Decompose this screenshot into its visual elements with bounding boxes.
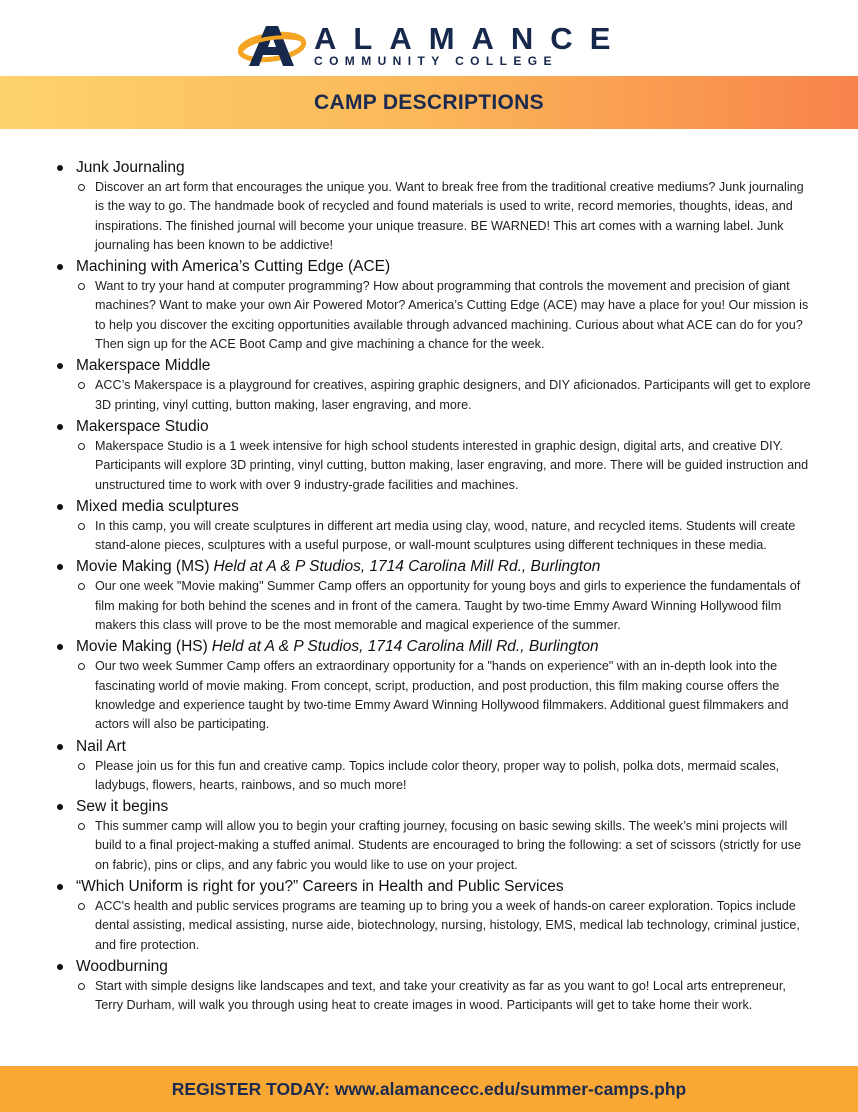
camp-title [76, 415, 858, 437]
camp-list [0, 156, 858, 1016]
camp-title-text: Nail Art [76, 737, 126, 755]
camp-item [0, 555, 858, 635]
camp-title [76, 735, 858, 757]
camp-description: Makerspace Studio is a 1 week intensive for high school students interested in graphic design, digital arts, and creative DIY. Participants will explore 3D printing, vinyl cutting, button making, laser engraving, and more. There will be guided instruction and unstructured time to work with over 9 industry-grade facilities and machines. [95, 437, 814, 495]
page-title: CAMP DESCRIPTIONS [314, 90, 544, 114]
camp-title-text: Junk Journaling [76, 159, 185, 176]
camp-title-text: Sew it begins [76, 798, 169, 816]
camp-description: Please join us for this fun and creative camp. Topics include color theory, proper way to polish, polka dots, mermaid scales, ladybugs, flowers, hearts, rainbows, and so much more! [95, 757, 814, 796]
camp-title-text: Movie Making (HS) [76, 638, 208, 656]
camp-title [76, 635, 858, 657]
camp-title-text: “Which Uniform is right for you?” Careers in Health and Public Services [76, 878, 564, 896]
camp-title-text: Makerspace Studio [76, 417, 209, 435]
college-logo [238, 20, 628, 72]
camp-title [76, 354, 858, 376]
camp-description: Discover an art form that encourages the unique you. Want to break free from the traditional creative mediums? Junk journaling is the way to go. The handmade book of recycled and found materials is used to write, record memories, thoughts, ideas, and inspirations. The finished journal will become your unique treasure. BE WARNED! This art comes with a warning label. Junk journaling has been known to be addictive! [95, 178, 814, 255]
camp-description: In this camp, you will create sculptures in different art media using clay, wood, nature, and recycled items. Students will create stand-alone pieces, sculptures with a useful purpose, or wall-mount sculptures using different techniques in these media. [95, 517, 814, 556]
camp-description: Start with simple designs like landscapes and text, and take your creativity as far as you want to go! Local arts entrepreneur, Terry Durham, will walk you through using heat to create images in wood. Participants will get to take home their work. [95, 977, 814, 1016]
camp-title [76, 955, 858, 977]
camp-title-text: Makerspace Middle [76, 357, 211, 375]
camp-title [76, 875, 858, 897]
camp-description: This summer camp will allow you to begin your crafting journey, focusing on basic sewing skills. The week’s mini projects will build to a final project-making a stuffed animal. Students are encouraged to bring the following: a set of scissors (strictly for use on fabric), pins or clips, and any fabric you would like to use on your project. [95, 817, 814, 875]
camp-description: ACC's health and public services programs are teaming up to bring you a week of hands-on career exploration. Topics include dental assisting, medical assisting, nurse aide, biotechnology, nursing, histology, EMS, medical lab technology, criminal justice, and fire protection. [95, 897, 814, 955]
camp-title [76, 555, 858, 577]
camp-item [0, 495, 858, 556]
camp-title-text: Machining with America’s Cutting Edge (ACE) [76, 258, 391, 276]
camp-item [0, 875, 858, 955]
camp-description: Our two week Summer Camp offers an extraordinary opportunity for a "hands on experience" with an in-depth look into the fascinating world of movie making. From concept, script, production, and post production, this film making course offers the knowledge and experience taught by two-time Emmy Award Winning Hollywood filmmakers. Additional guest filmmakers and actors will also be participating. [95, 657, 814, 734]
camp-item [0, 735, 858, 796]
camp-location: Held at A & P Studios, 1714 Carolina Mill Rd., Burlington [213, 558, 601, 576]
camp-title [76, 795, 858, 817]
title-banner [0, 76, 858, 129]
camp-item [0, 255, 858, 354]
register-link[interactable]: REGISTER TODAY: www.alamancecc.edu/summer-camps.php [171, 1078, 687, 1099]
camp-title-text: Woodburning [76, 957, 168, 975]
camp-title [76, 495, 858, 517]
camp-location: Held at A & P Studios, 1714 Carolina Mill Rd., Burlington [211, 638, 599, 656]
camp-item [0, 156, 858, 255]
camp-title-text: Mixed media sculptures [76, 497, 239, 515]
register-footer [0, 1066, 858, 1112]
camp-description: ACC’s Makerspace is a playground for creatives, aspiring graphic designers, and DIY aficionados. Participants will get to explore 3D printing, vinyl cutting, button making, laser engraving, and more. [95, 376, 814, 415]
camp-description: Want to try your hand at computer programming? How about programming that controls the movement and precision of giant machines? Want to make your own Air Powered Motor? America’s Cutting Edge (ACE) may have a place for you! Our mission is to help you discover the exciting opportunities available through advanced machining. Curious about what ACE can do for you? Then sign up for the ACE Boot Camp and give machining a chance for the week. [95, 277, 814, 354]
camp-item [0, 635, 858, 734]
camp-description: Our one week "Movie making" Summer Camp offers an opportunity for young boys and girls to experience the fundamentals of film making for both behind the scenes and in front of the camera. Taught by two-time Emmy Award Winning Hollywood film makers this class will prove to be the most memorable and magical experience of the summer. [95, 577, 814, 635]
camp-item [0, 415, 858, 495]
camp-title [76, 255, 858, 277]
logo-subtitle: COMMUNITY COLLEGE [314, 54, 558, 68]
alamance-a-mark-icon [238, 20, 310, 70]
camp-item [0, 955, 858, 1016]
camp-item [0, 795, 858, 875]
camp-title [76, 156, 858, 178]
camp-title-text: Movie Making (MS) [76, 558, 210, 576]
camp-item [0, 354, 858, 415]
logo-name: ALAMANCE [314, 21, 628, 56]
